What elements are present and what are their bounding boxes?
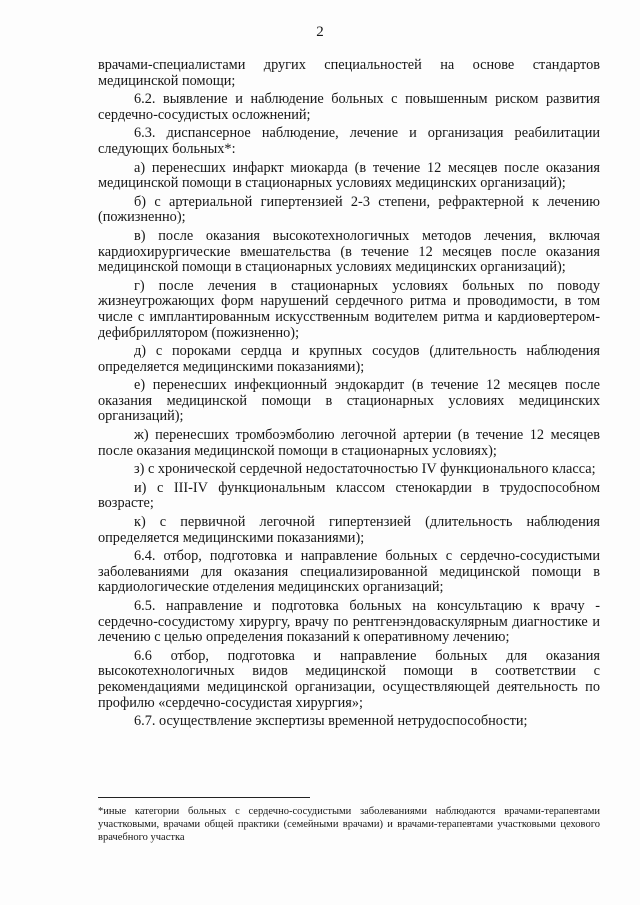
list-item-i: и) с III-IV функциональным классом стенокардии в трудоспособном возрасте; — [98, 479, 600, 512]
list-item-a: а) перенесших инфаркт миокарда (в течение 12 месяцев после оказания медицинской помощи в стационарных условиях медицинских организаций); — [98, 159, 600, 192]
footnote: *иные категории больных с сердечно-сосудистыми заболеваниями наблюдаются врачами-терапевтами участковыми, врачами общей практики (семейными врачами) и врачами-терапевтами участковыми цехового врачебного участка — [98, 806, 600, 843]
list-item-b: б) с артериальной гипертензией 2-3 степени, рефрактерной к лечению (пожизненно); — [98, 193, 600, 226]
list-item-g: г) после лечения в стационарных условиях больных по поводу жизнеугрожающих форм нарушений сердечного ритма и проводимости, в том числе с имплантированным искусственным водителем ритма и кардиовертером-дефибриллятором (пожизненно); — [98, 277, 600, 341]
list-item-z: з) с хронической сердечной недостаточностью IV функционального класса; — [134, 461, 596, 478]
list-item-zh: ж) перенесших тромбоэмболию легочной артерии (в течение 12 месяцев после оказания медицинской помощи в стационарных условиях); — [98, 427, 600, 459]
document-body — [98, 58, 600, 733]
paragraph-6-2: 6.2. выявление и наблюдение больных с повышенным риском развития сердечно-сосудистых осложнений; — [98, 91, 600, 123]
list-item-v: в) после оказания высокотехнологичных методов лечения, включая кардиохирургические вмешательства (в течение 12 месяцев после оказания медицинской помощи в стационарных условиях медицинских организаций); — [98, 227, 600, 276]
list-item-e: е) перенесших инфекционный эндокардит (в течение 12 месяцев после оказания медицинской помощи в стационарных условиях медицинских организаций); — [98, 377, 600, 425]
paragraph-6-6: 6.6 отбор, подготовка и направление больных для оказания высокотехнологичных видов медицинской помощи в соответствии с рекомендациями медицинской организации, осуществляющей деятельность по профилю «сердечно-сосудистая хирургия»; — [98, 647, 600, 711]
paragraph-6-3: 6.3. диспансерное наблюдение, лечение и организация реабилитации следующих больных*: — [98, 125, 600, 157]
page-number: 2 — [316, 24, 324, 40]
paragraph-continuation: врачами-специалистами других специальностей на основе стандартов медицинской помощи; — [98, 57, 600, 89]
footnote-divider — [98, 797, 310, 798]
list-item-k: к) с первичной легочной гипертензией (длительность наблюдения определяется медицинскими показаниями); — [98, 514, 600, 546]
paragraph-6-4: 6.4. отбор, подготовка и направление больных с сердечно-сосудистыми заболеваниями для оказания специализированной медицинской помощи в кардиологические отделения медицинских организаций; — [98, 548, 600, 596]
paragraph-6-7: 6.7. осуществление экспертизы временной нетрудоспособности; — [134, 713, 528, 730]
paragraph-6-5: 6.5. направление и подготовка больных на консультацию к врачу - сердечно-сосудистому хирургу, врачу по рентгенэндоваскулярным диагностике и лечению с целью определения показаний к оперативному лечению; — [98, 598, 600, 646]
list-item-d: д) с пороками сердца и крупных сосудов (длительность наблюдения определяется медицинскими показаниями); — [98, 343, 600, 375]
